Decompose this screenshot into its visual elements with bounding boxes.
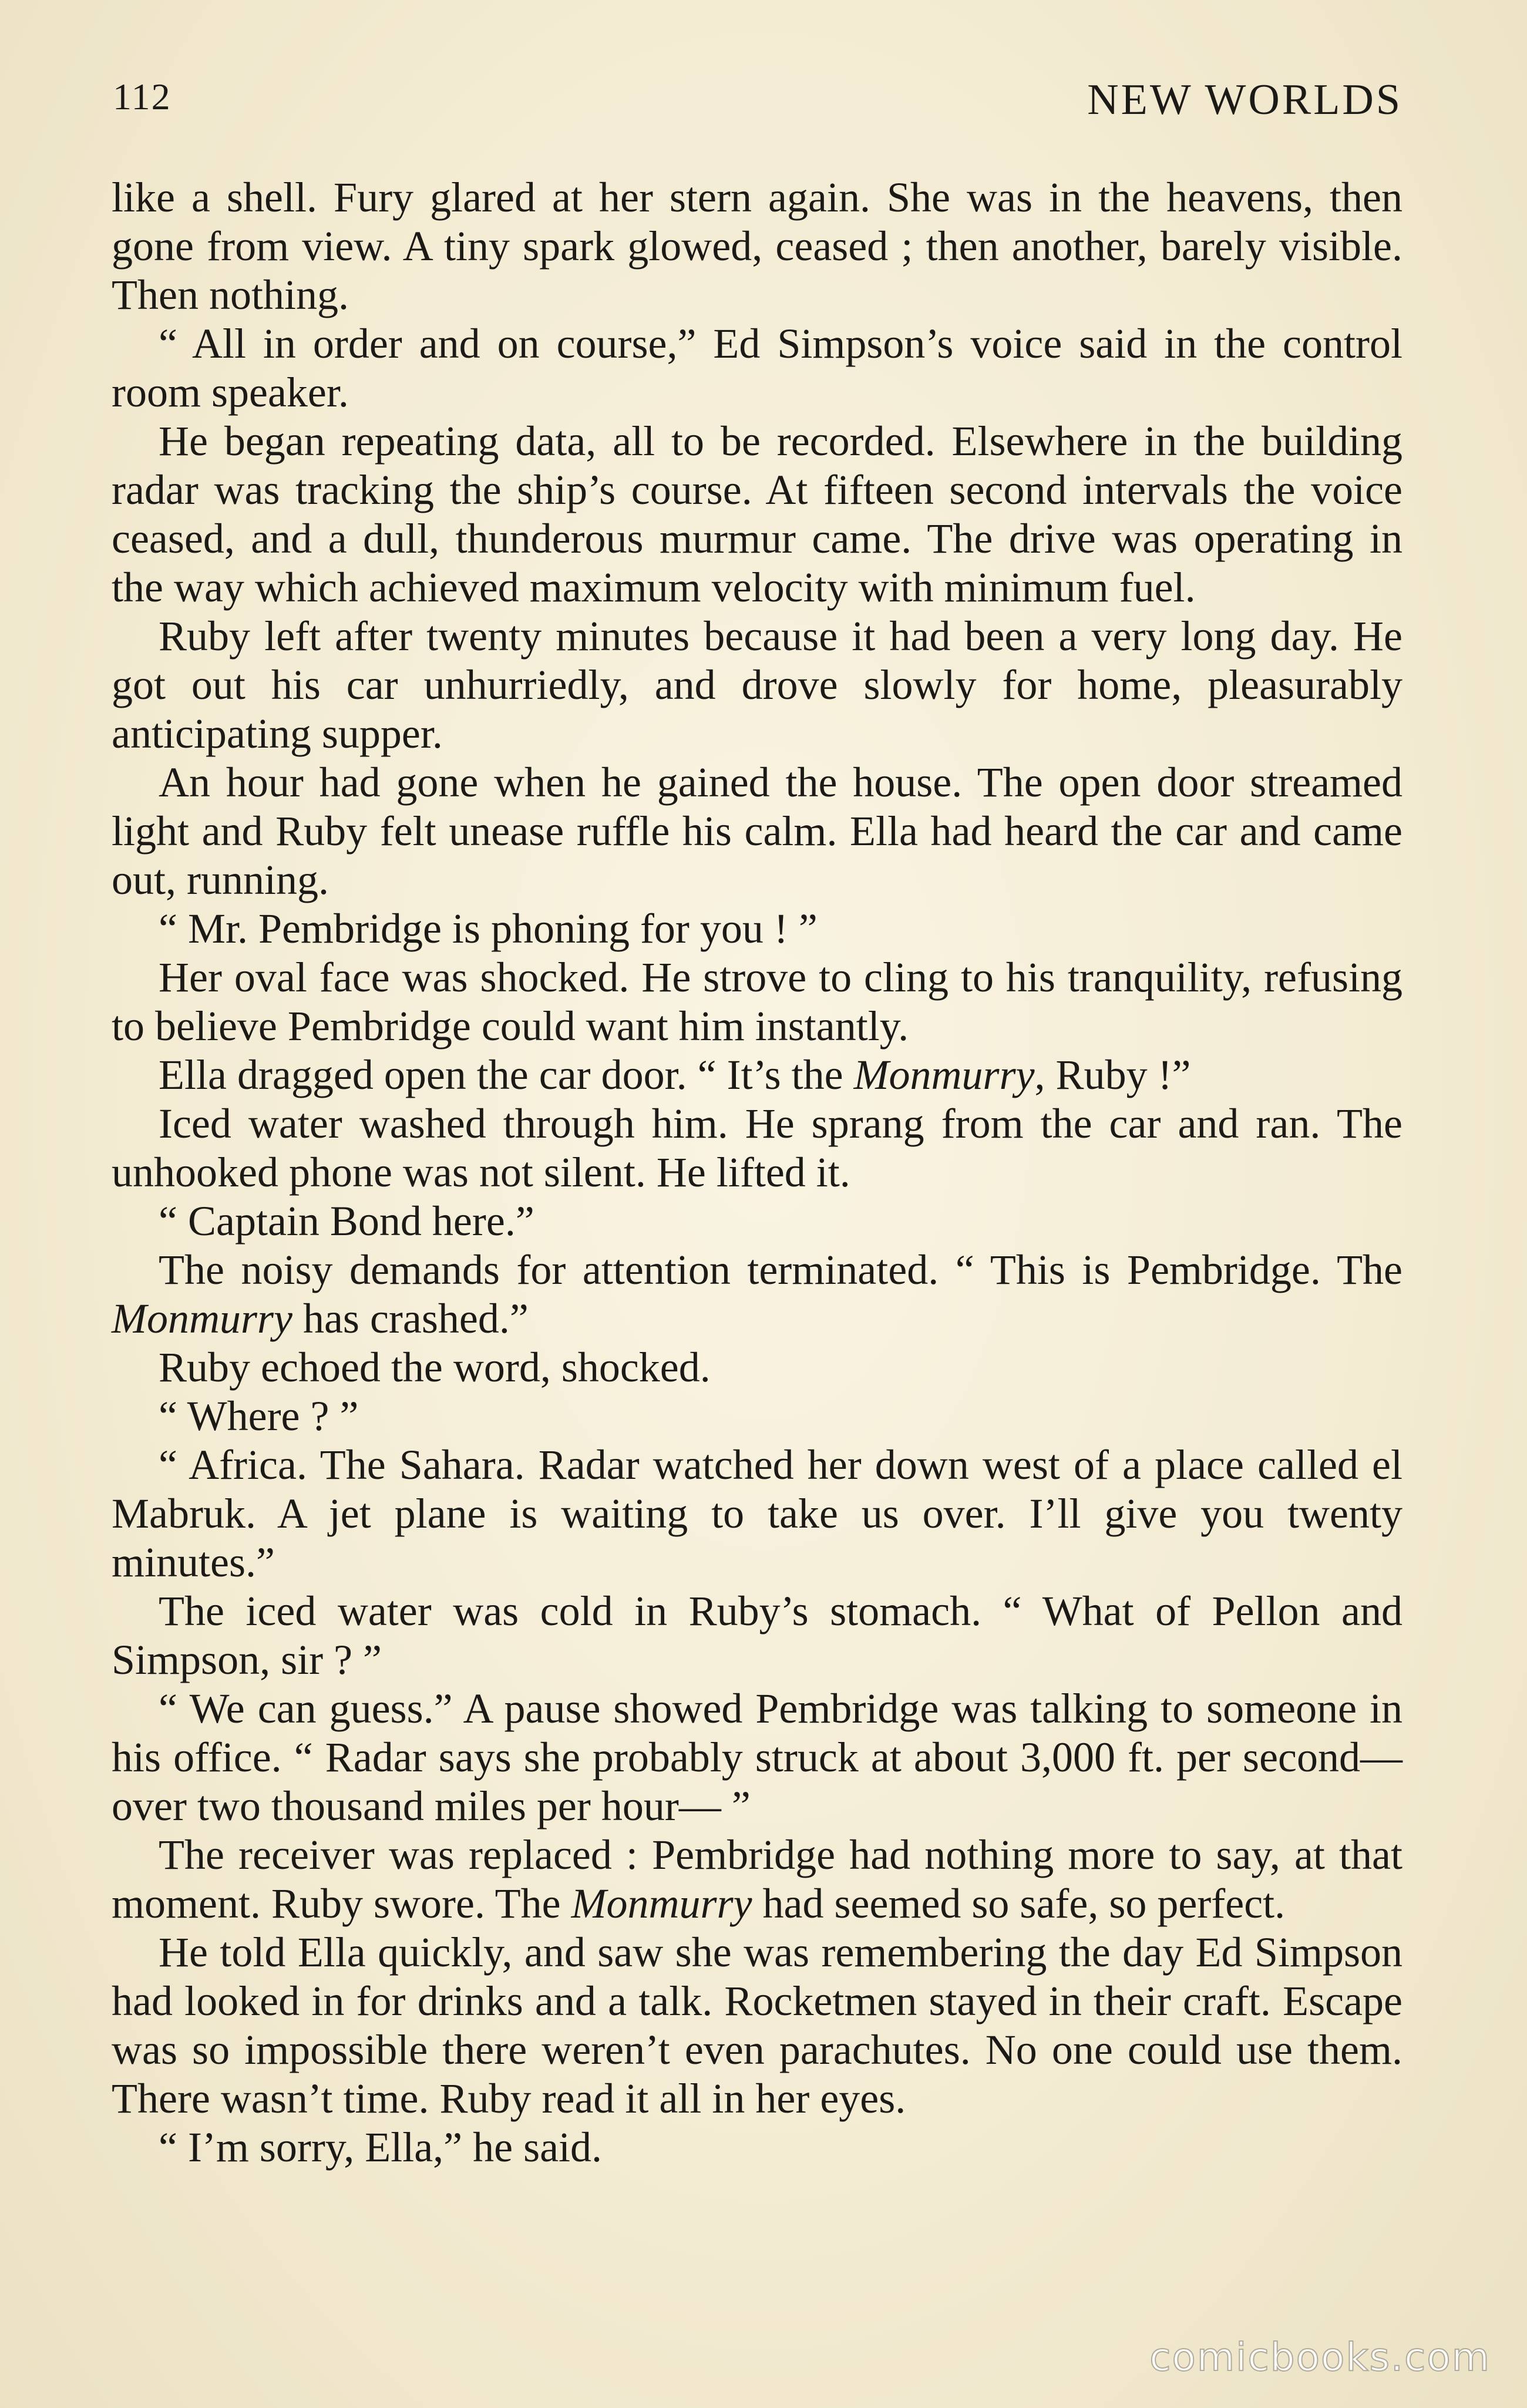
paragraph: He began repeating data, all to be recorded. Elsewhere in the building radar was tracking the ship’s course. At fifteen second intervals the voice ceased, and a dull, thunderous murmur came. The drive was operating in the way which achieved maximum velocity with minimum fuel. [112, 418, 1402, 611]
text-segment: The receiver was replaced : Pembridge had nothing more to say, at that moment. Ruby swore. The [112, 1831, 1402, 1927]
text-segment: The noisy demands for attention terminated. “ This is Pembridge. The [159, 1246, 1402, 1293]
paragraph: An hour had gone when he gained the house. The open door streamed light and Ruby felt unease ruffle his calm. Ella had heard the car and came out, running. [112, 759, 1402, 903]
paragraph: Ruby echoed the word, shocked. [159, 1344, 711, 1391]
text-segment: Ella dragged open the car door. “ It’s the [159, 1051, 854, 1098]
page-number: 112 [113, 76, 171, 117]
paragraph: Ruby left after twenty minutes because it had been a very long day. He got out his car unhurriedly, and drove slowly for home, pleasurably anticipating supper. [112, 613, 1402, 757]
page-header [113, 69, 1402, 128]
paragraph: like a shell. Fury glared at her stern again. She was in the heavens, then gone from view. A tiny spark glowed, ceased ; then another, barely visible. Then nothing. [112, 174, 1402, 318]
running-head: NEW WORLDS [1087, 76, 1402, 124]
ship-name: Monmurry [571, 1880, 752, 1927]
text-segment: has crashed.” [292, 1295, 529, 1342]
paragraph: “ All in order and on course,” Ed Simpson’s voice said in the control room speaker. [112, 320, 1402, 416]
paragraph [112, 1051, 1402, 1099]
paragraph: Iced water washed through him. He sprang from the car and ran. The unhooked phone was not silent. He lifted it. [112, 1100, 1402, 1196]
ship-name: Monmurry [112, 1295, 292, 1342]
paragraph: “ I’m sorry, Ella,” he said. [159, 2124, 603, 2171]
story-text [112, 173, 1402, 2172]
paragraph [112, 1831, 1402, 1928]
paragraph: Her oval face was shocked. He strove to cling to his tranquility, refusing to believe Pembridge could want him instantly. [112, 954, 1402, 1050]
paragraph: “ We can guess.” A pause showed Pembridge was talking to someone in his office. “ Radar says she probably struck at about 3,000 ft. per second—over two thousand miles per hour— ” [112, 1685, 1402, 1829]
paragraph: “ Where ? ” [159, 1393, 359, 1440]
paragraph [112, 1246, 1402, 1343]
text-segment: had seemed so safe, so perfect. [752, 1880, 1286, 1927]
text-segment: , Ruby !” [1034, 1051, 1191, 1098]
paragraph: He told Ella quickly, and saw she was remembering the day Ed Simpson had looked in for drinks and a talk. Rocketmen stayed in their craft. Escape was so impossible there weren’t even parachutes. No one could use them. There wasn’t time. Ruby read it all in her eyes. [112, 1929, 1402, 2122]
paragraph: “ Africa. The Sahara. Radar watched her down west of a place called el Mabruk. A jet plane is waiting to take us over. I’ll give you twenty minutes.” [112, 1441, 1402, 1586]
ship-name: Monmurry [853, 1051, 1035, 1098]
paragraph: “ Mr. Pembridge is phoning for you ! ” [159, 905, 818, 952]
paragraph: “ Captain Bond here.” [159, 1198, 534, 1245]
paragraph: The iced water was cold in Ruby’s stomach. “ What of Pellon and Simpson, sir ? ” [112, 1588, 1402, 1683]
watermark: comicbooks.com [1149, 2335, 1491, 2380]
